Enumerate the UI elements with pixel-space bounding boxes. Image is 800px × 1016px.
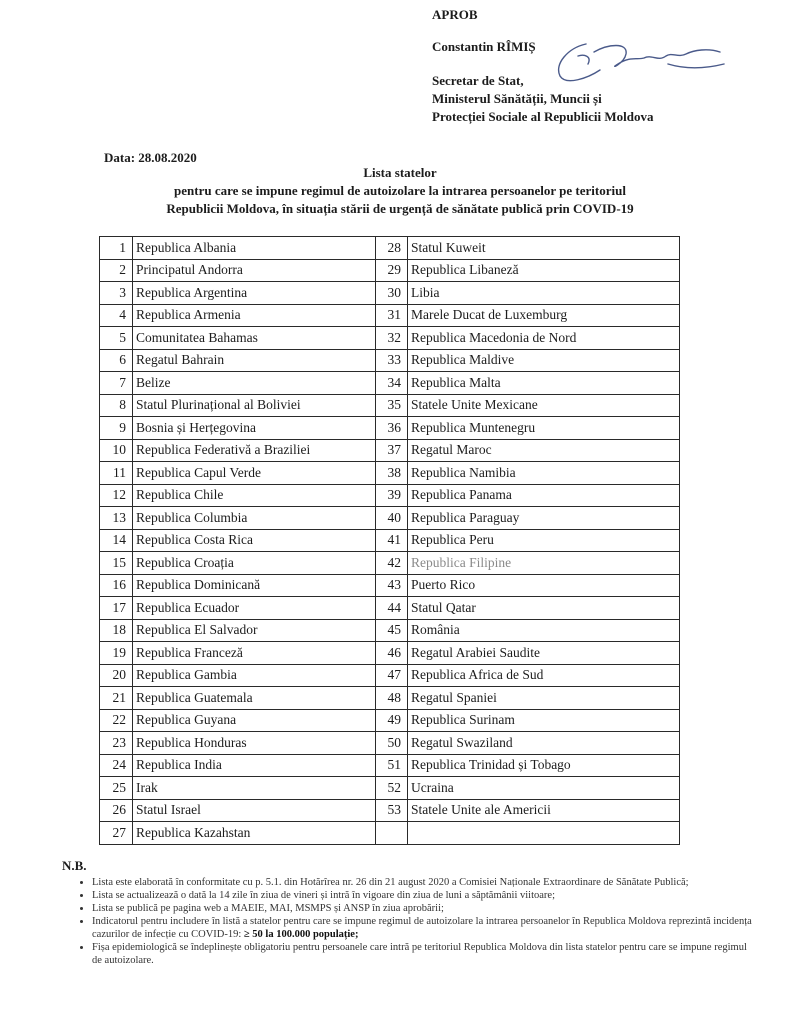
indicator-text: Indicatorul pentru includere în listă a statelor pentru care se impune regimul de autoizolare la intrarea persoanelor în Republica Moldova reprezintă incidența cazurilor de infecție cu COVID-19: — [92, 916, 752, 940]
table-row — [100, 529, 680, 552]
row-number-right: 45 — [376, 619, 408, 642]
country-name-left: Republica Croația — [133, 552, 376, 575]
table-row — [100, 259, 680, 282]
table-row — [100, 754, 680, 777]
table-row — [100, 327, 680, 350]
row-number-left: 20 — [100, 664, 133, 687]
country-name-right: Statele Unite Mexicane — [408, 394, 680, 417]
country-name-right: Republica Macedonia de Nord — [408, 327, 680, 350]
document-subtitle-line1: pentru care se impune regimul de autoizolare la intrarea persoanelor pe teritoriul — [174, 183, 626, 198]
row-number-left: 9 — [100, 417, 133, 440]
country-name-left: Republica Costa Rica — [133, 529, 376, 552]
country-name-right: Statul Kuweit — [408, 237, 680, 260]
row-number-left: 15 — [100, 552, 133, 575]
row-number-left: 4 — [100, 304, 133, 327]
table-row — [100, 709, 680, 732]
country-name-right: Republica Filipine — [408, 552, 680, 575]
row-number-left: 18 — [100, 619, 133, 642]
row-number-left: 19 — [100, 642, 133, 665]
row-number-left: 8 — [100, 394, 133, 417]
row-number-right: 36 — [376, 417, 408, 440]
country-name-right: Republica Surinam — [408, 709, 680, 732]
approver-position-line3: Protecției Sociale al Republicii Moldova — [432, 109, 654, 124]
table-row — [100, 597, 680, 620]
row-number-right: 47 — [376, 664, 408, 687]
country-name-left: Republica Franceză — [133, 642, 376, 665]
table-row — [100, 799, 680, 822]
country-name-left: Republica Capul Verde — [133, 462, 376, 485]
row-number-left: 17 — [100, 597, 133, 620]
row-number-left: 22 — [100, 709, 133, 732]
country-name-left: Statul Israel — [133, 799, 376, 822]
table-row — [100, 664, 680, 687]
country-name-left: Republica Columbia — [133, 507, 376, 530]
row-number-left: 27 — [100, 822, 133, 845]
row-number-left: 10 — [100, 439, 133, 462]
country-name-right: Libia — [408, 282, 680, 305]
country-name-left: Republica Kazahstan — [133, 822, 376, 845]
approver-position-line2: Ministerul Sănătății, Muncii și — [432, 91, 602, 106]
country-name-left: Republica Guyana — [133, 709, 376, 732]
note-item: • Lista este elaborată în conformitate cu p. 5.1. din Hotărîrea nr. 26 din 21 august 2020 a Comisiei Naționale Extraordinare de Sănătate Publică; — [92, 876, 752, 889]
row-number-right: 42 — [376, 552, 408, 575]
row-number-right: 33 — [376, 349, 408, 372]
row-number-left: 21 — [100, 687, 133, 710]
table-row — [100, 237, 680, 260]
country-name-left: Republica Federativă a Braziliei — [133, 439, 376, 462]
country-name-right: Republica Paraguay — [408, 507, 680, 530]
country-name-left: Republica Argentina — [133, 282, 376, 305]
table-row — [100, 394, 680, 417]
row-number-right: 28 — [376, 237, 408, 260]
row-number-right: 49 — [376, 709, 408, 732]
row-number-left: 23 — [100, 732, 133, 755]
country-name-right — [408, 822, 680, 845]
country-name-left: Republica Honduras — [133, 732, 376, 755]
row-number-left: 12 — [100, 484, 133, 507]
document-date: Data: 28.08.2020 — [104, 150, 197, 165]
notes-title: N.B. — [62, 858, 87, 873]
country-name-left: Republica El Salvador — [133, 619, 376, 642]
row-number-left: 26 — [100, 799, 133, 822]
row-number-right: 41 — [376, 529, 408, 552]
row-number-left: 11 — [100, 462, 133, 485]
row-number-right: 43 — [376, 574, 408, 597]
states-table — [99, 236, 680, 845]
row-number-left: 24 — [100, 754, 133, 777]
notes-list — [72, 876, 752, 967]
country-name-right: Republica Peru — [408, 529, 680, 552]
table-row — [100, 349, 680, 372]
row-number-left: 16 — [100, 574, 133, 597]
row-number-right: 38 — [376, 462, 408, 485]
country-name-right: Regatul Swaziland — [408, 732, 680, 755]
country-name-right: Marele Ducat de Luxemburg — [408, 304, 680, 327]
table-row — [100, 619, 680, 642]
table-row — [100, 642, 680, 665]
country-name-left: Republica Ecuador — [133, 597, 376, 620]
country-name-left: Republica Guatemala — [133, 687, 376, 710]
country-name-right: Republica Muntenegru — [408, 417, 680, 440]
country-name-left: Republica Albania — [133, 237, 376, 260]
table-row — [100, 507, 680, 530]
country-name-right: Republica Panama — [408, 484, 680, 507]
row-number-right: 35 — [376, 394, 408, 417]
country-name-right: Statele Unite ale Americii — [408, 799, 680, 822]
country-name-left: Bosnia și Herțegovina — [133, 417, 376, 440]
table-row — [100, 439, 680, 462]
approver-position-line1: Secretar de Stat, — [432, 73, 524, 88]
table-row — [100, 417, 680, 440]
row-number-left: 3 — [100, 282, 133, 305]
country-name-right: Puerto Rico — [408, 574, 680, 597]
table-row — [100, 462, 680, 485]
row-number-right: 46 — [376, 642, 408, 665]
row-number-left: 2 — [100, 259, 133, 282]
row-number-right — [376, 822, 408, 845]
row-number-right: 32 — [376, 327, 408, 350]
country-name-left: Republica Armenia — [133, 304, 376, 327]
table-row — [100, 574, 680, 597]
row-number-right: 40 — [376, 507, 408, 530]
row-number-left: 6 — [100, 349, 133, 372]
country-name-left: Republica India — [133, 754, 376, 777]
table-row — [100, 282, 680, 305]
country-name-right: Republica Libaneză — [408, 259, 680, 282]
table-row — [100, 484, 680, 507]
note-item: • Lista se actualizează o dată la 14 zile în ziua de vineri și intră în vigoare din ziua de luni a săptămânii viitoare; — [92, 889, 752, 902]
country-name-left: Republica Gambia — [133, 664, 376, 687]
country-name-right: Regatul Maroc — [408, 439, 680, 462]
country-name-left: Comunitatea Bahamas — [133, 327, 376, 350]
table-row — [100, 732, 680, 755]
country-name-right: Regatul Arabiei Saudite — [408, 642, 680, 665]
row-number-left: 14 — [100, 529, 133, 552]
note-item-indicator — [92, 915, 752, 941]
states-table-body — [100, 237, 680, 845]
row-number-right: 30 — [376, 282, 408, 305]
row-number-left: 25 — [100, 777, 133, 800]
approve-label: APROB — [432, 7, 478, 22]
table-row — [100, 304, 680, 327]
note-item: • Lista se publică pe pagina web a MAEIE, MAI, MSMPS și ANSP în ziua aprobării; — [92, 902, 752, 915]
row-number-left: 7 — [100, 372, 133, 395]
country-name-left: Irak — [133, 777, 376, 800]
row-number-right: 31 — [376, 304, 408, 327]
country-name-right: Republica Namibia — [408, 462, 680, 485]
country-name-right: Republica Malta — [408, 372, 680, 395]
row-number-left: 5 — [100, 327, 133, 350]
country-name-right: Republica Africa de Sud — [408, 664, 680, 687]
country-name-left: Republica Chile — [133, 484, 376, 507]
row-number-right: 53 — [376, 799, 408, 822]
country-name-right: Regatul Spaniei — [408, 687, 680, 710]
row-number-right: 50 — [376, 732, 408, 755]
country-name-left: Regatul Bahrain — [133, 349, 376, 372]
row-number-left: 1 — [100, 237, 133, 260]
row-number-right: 29 — [376, 259, 408, 282]
handwritten-signature — [548, 34, 728, 88]
row-number-right: 51 — [376, 754, 408, 777]
indicator-threshold: ≥ 50 la 100.000 populație; — [243, 929, 359, 940]
note-item: • Fișa epidemiologică se îndeplinește obligatoriu pentru persoanele care intră pe teritoriul Republica Moldova din lista statelor pentru care se impune regimul de autoizolare. — [92, 941, 752, 967]
row-number-right: 44 — [376, 597, 408, 620]
country-name-right: Republica Trinidad și Tobago — [408, 754, 680, 777]
country-name-right: România — [408, 619, 680, 642]
row-number-right: 52 — [376, 777, 408, 800]
row-number-right: 34 — [376, 372, 408, 395]
country-name-right: Ucraina — [408, 777, 680, 800]
row-number-right: 39 — [376, 484, 408, 507]
table-row — [100, 822, 680, 845]
row-number-right: 48 — [376, 687, 408, 710]
country-name-left: Belize — [133, 372, 376, 395]
country-name-left: Republica Dominicană — [133, 574, 376, 597]
row-number-right: 37 — [376, 439, 408, 462]
table-row — [100, 777, 680, 800]
country-name-right: Republica Maldive — [408, 349, 680, 372]
table-row — [100, 552, 680, 575]
row-number-left: 13 — [100, 507, 133, 530]
document-subtitle-line2: Republicii Moldova, în situația stării de urgență de sănătate publică prin COVID-19 — [166, 201, 634, 216]
country-name-left: Statul Plurinațional al Boliviei — [133, 394, 376, 417]
country-name-right: Statul Qatar — [408, 597, 680, 620]
table-row — [100, 372, 680, 395]
document-title: Lista statelor — [363, 165, 437, 180]
table-row — [100, 687, 680, 710]
country-name-left: Principatul Andorra — [133, 259, 376, 282]
approver-name: Constantin RÎMIȘ — [432, 39, 536, 54]
